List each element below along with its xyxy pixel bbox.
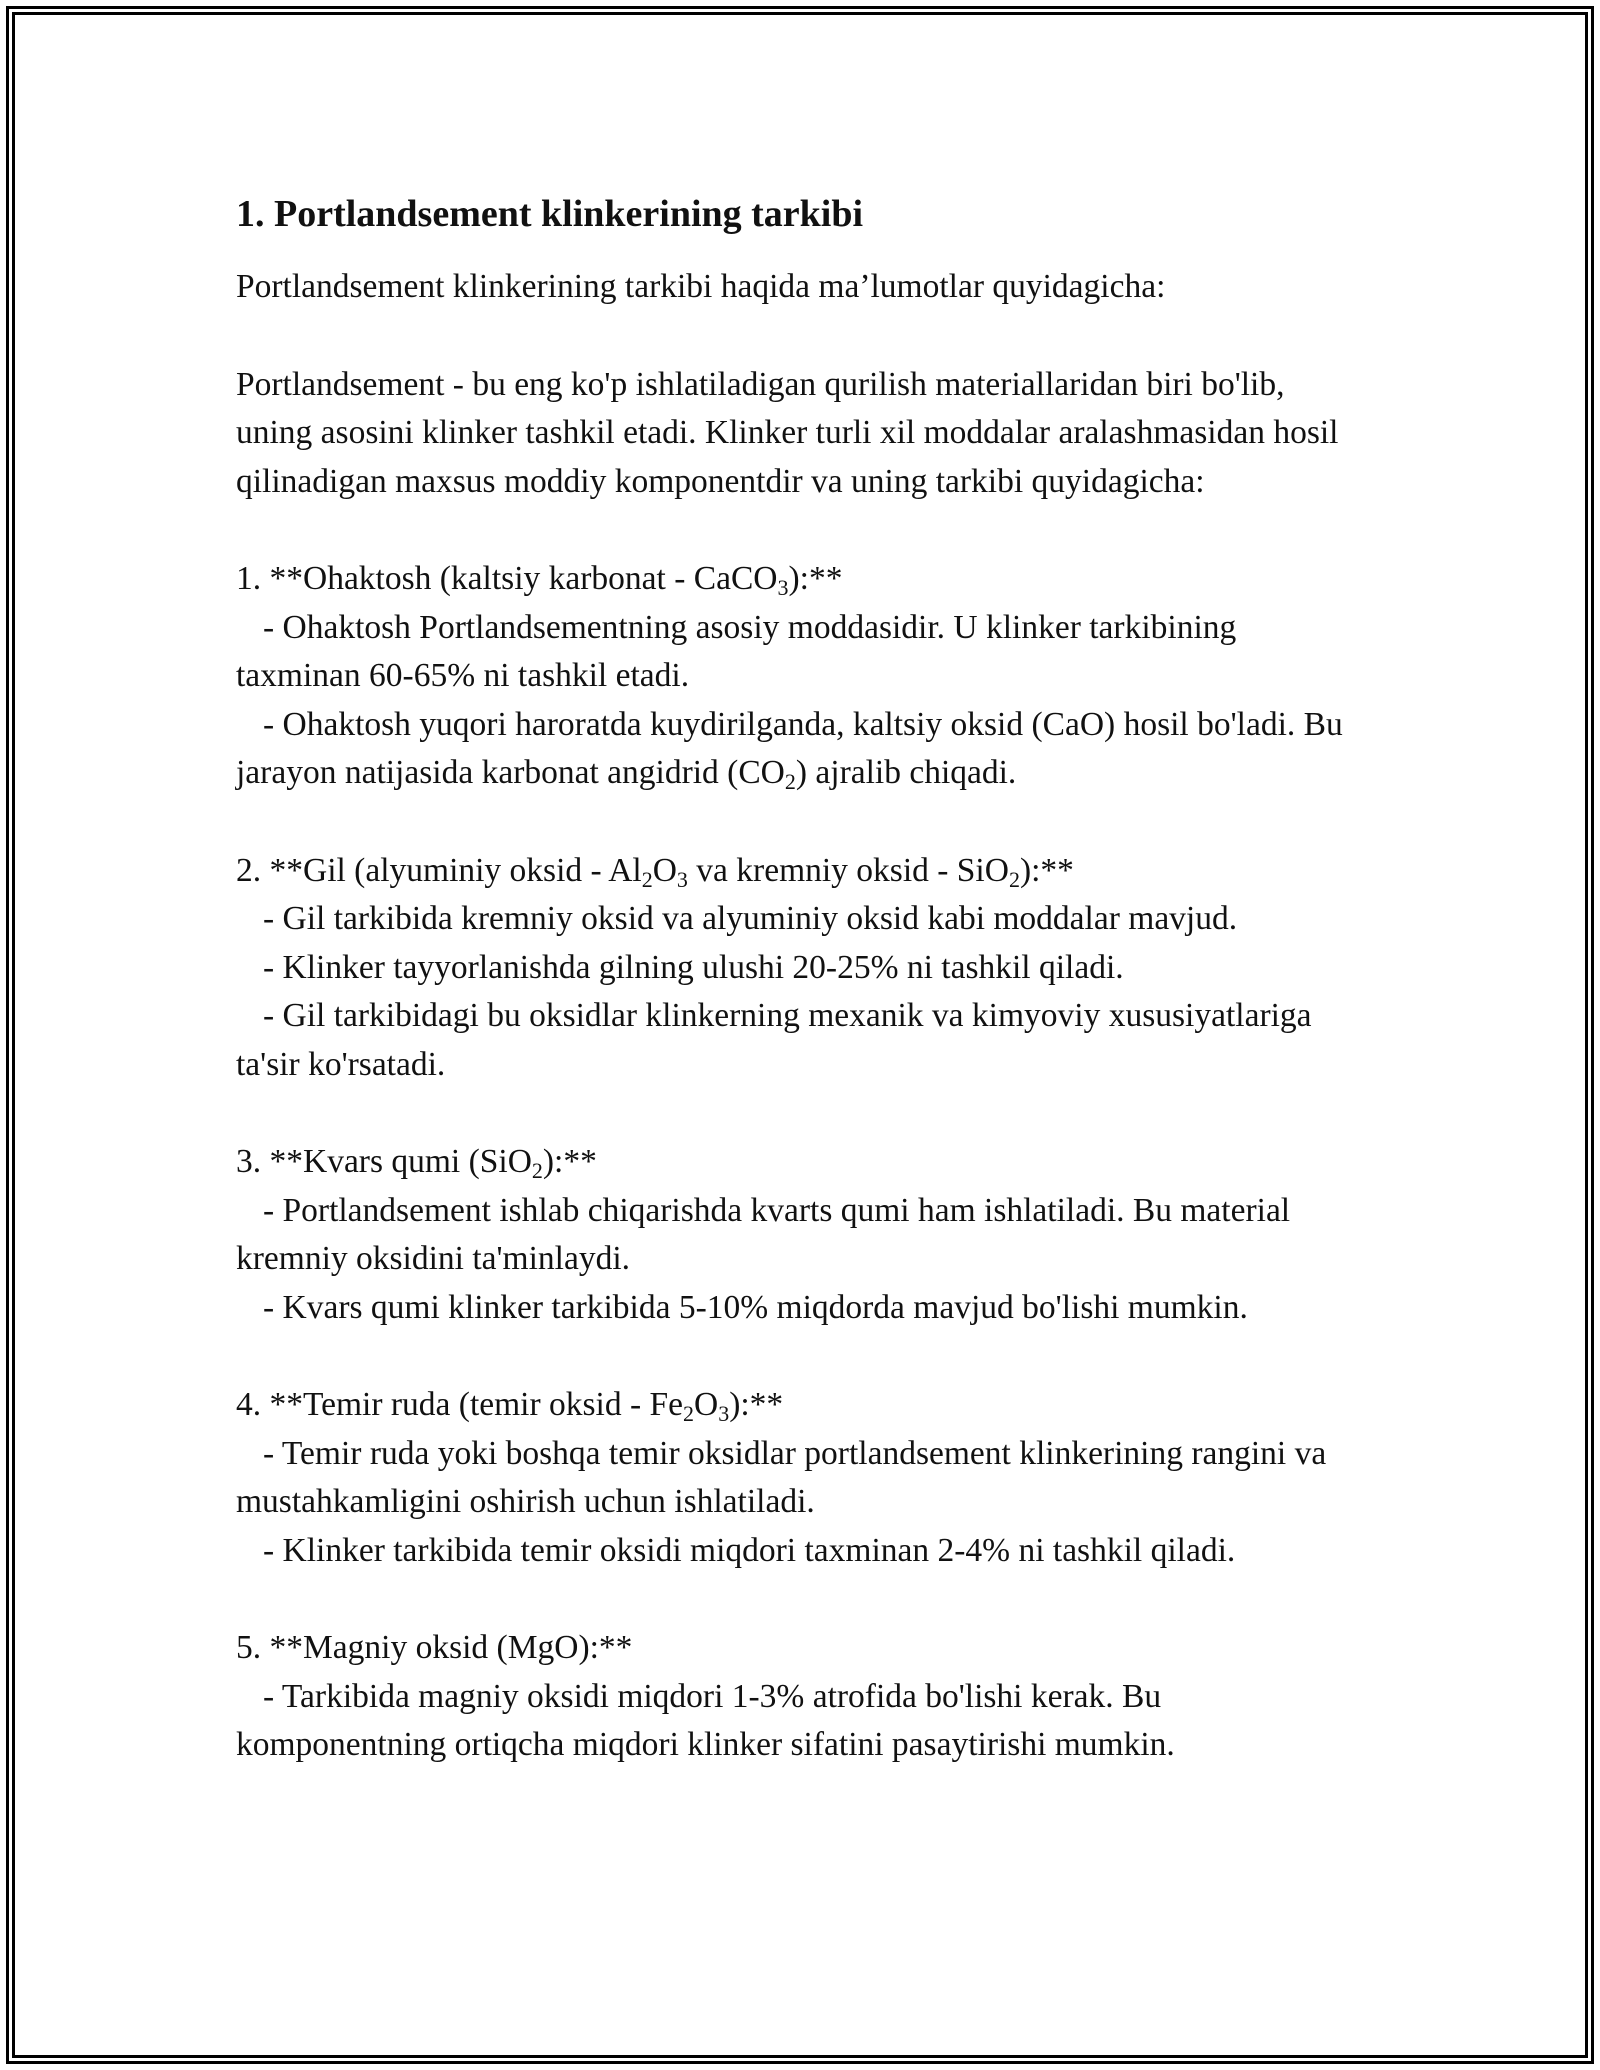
list-item-bullet bbox=[236, 1430, 1366, 1527]
text-segment: ):** bbox=[729, 1386, 784, 1423]
text-segment: - Gil tarkibida kremniy oksid va alyuminiy oksid kabi moddalar mavjud. bbox=[263, 900, 1238, 937]
list-item-title bbox=[236, 555, 1366, 604]
text-segment: - Temir ruda yoki boshqa temir oksidlar portlandsement klinkerining rangini va mustahkamligini oshirish uchun ishlatiladi. bbox=[236, 1434, 1327, 1520]
list-item bbox=[236, 1138, 1366, 1332]
text-segment: 1. **Ohaktosh (kaltsiy karbonat - CaCO bbox=[236, 560, 778, 597]
text-segment: - Tarkibida magniy oksidi miqdori 1-3% atrofida bo'lishi kerak. Bu komponentning ortiqcha miqdori klinker sifatini pasaytirishi mumkin. bbox=[236, 1677, 1175, 1763]
subscript-text: 2 bbox=[531, 1158, 543, 1183]
text-segment: - Gil tarkibidagi bu oksidlar klinkerning mexanik va kimyoviy xususiyatlariga ta'sir ko'rsatadi. bbox=[236, 997, 1312, 1083]
text-segment: - Klinker tarkibida temir oksidi miqdori taxminan 2-4% ni tashkil qiladi. bbox=[263, 1531, 1236, 1569]
text-segment: - Klinker tayyorlanishda gilning ulushi 20-25% ni tashkil qiladi. bbox=[263, 948, 1124, 986]
list-item-bullet bbox=[236, 1187, 1366, 1284]
document-page bbox=[236, 190, 1366, 1770]
text-segment: O bbox=[694, 1386, 719, 1423]
list-item-bullet bbox=[236, 1284, 1366, 1333]
text-segment: - Kvars qumi klinker tarkibida 5-10% miqdorda mavjud bo'lishi mumkin. bbox=[263, 1288, 1248, 1326]
subscript-text: 3 bbox=[777, 575, 789, 600]
text-segment: - Ohaktosh yuqori haroratda kuydirilganda, kaltsiy oksid (CaO) hosil bo'ladi. Bu jarayon natijasida karbonat angidrid (CO bbox=[236, 705, 1343, 791]
body-paragraph: Portlandsement - bu eng ko'p ishlatiladigan qurilish materiallaridan biri bo'lib, uning asosini klinker tashkil etadi. Klinker turli xil moddalar aralashmasidan hosil qilinadigan maxsus moddiy komponentdir va uning tarkibi quyidagicha: bbox=[236, 365, 1339, 500]
text-segment: - Portlandsement ishlab chiqarishda kvarts qumi ham ishlatiladi. Bu material kremniy oksidini ta'minlaydi. bbox=[236, 1191, 1291, 1277]
text-segment: ):** bbox=[1019, 851, 1074, 889]
subscript-text: 2 bbox=[1008, 866, 1020, 892]
list-item bbox=[236, 847, 1366, 1090]
list-item-bullet bbox=[236, 701, 1366, 798]
text-segment: 4. **Temir ruda (temir oksid - Fe bbox=[236, 1386, 684, 1423]
text-segment: 2. **Gil (alyuminiy oksid - Al bbox=[236, 851, 642, 889]
text-segment: - Ohaktosh Portlandsementning asosiy moddasidir. U klinker tarkibining taxminan 60-65% ni tashkil etadi. bbox=[236, 608, 1237, 694]
text-segment: 3. **Kvars qumi (SiO bbox=[236, 1143, 532, 1180]
text-segment: ) ajralib chiqadi. bbox=[795, 754, 1017, 791]
list-item-bullet bbox=[236, 1673, 1366, 1770]
subscript-text: 3 bbox=[676, 866, 688, 892]
list-item bbox=[236, 555, 1366, 798]
text-segment: 5. **Magniy oksid (MgO):** bbox=[236, 1629, 633, 1666]
list-item-title bbox=[236, 1624, 1366, 1673]
text-segment: O bbox=[652, 851, 677, 889]
list-item-bullet bbox=[236, 895, 1366, 944]
subscript-text: 2 bbox=[641, 866, 653, 892]
text-segment: ):** bbox=[788, 560, 843, 597]
list-item bbox=[236, 1624, 1366, 1770]
subscript-text: 2 bbox=[784, 769, 796, 794]
intro-text: Portlandsement klinkerining tarkibi haqida ma’lumotlar quyidagicha: bbox=[236, 268, 1166, 305]
list-item-bullet bbox=[236, 1527, 1366, 1576]
text-segment: ):** bbox=[542, 1143, 597, 1180]
subscript-text: 2 bbox=[683, 1401, 695, 1426]
list-item-title bbox=[236, 847, 1366, 896]
text-segment: va kremniy oksid - SiO bbox=[687, 851, 1009, 889]
component-list bbox=[236, 555, 1366, 1770]
list-item-bullet bbox=[236, 992, 1366, 1089]
list-item-title bbox=[236, 1381, 1366, 1430]
list-item-bullet bbox=[236, 944, 1366, 993]
list-item-bullet bbox=[236, 604, 1366, 701]
list-item bbox=[236, 1381, 1366, 1575]
section-heading: 1. Portlandsement klinkerining tarkibi bbox=[236, 193, 864, 235]
list-item-title bbox=[236, 1138, 1366, 1187]
subscript-text: 3 bbox=[718, 1401, 730, 1426]
